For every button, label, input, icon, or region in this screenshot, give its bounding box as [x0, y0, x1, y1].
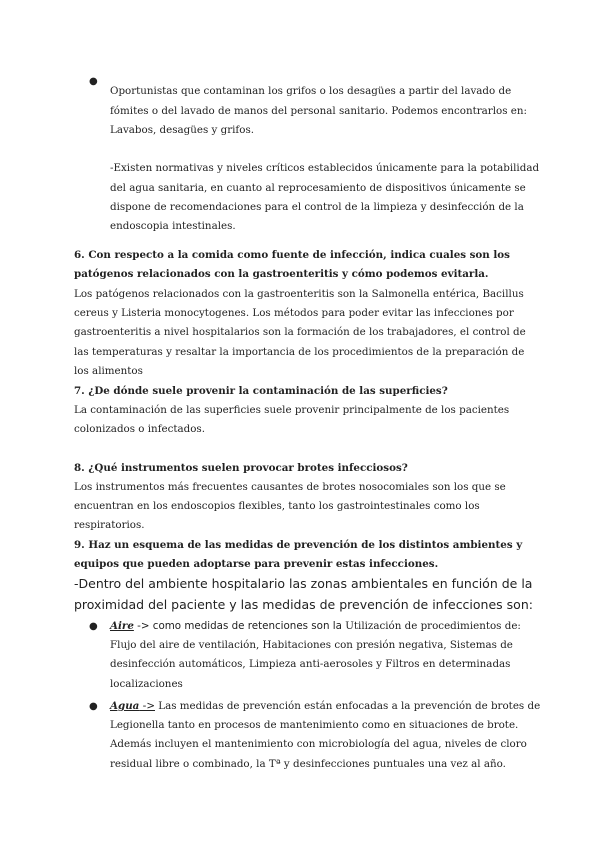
- bullet-dot: ●: [89, 621, 98, 632]
- item-rest-first: Las medidas de prevención están enfocadas a la prevención de brotes de: [154, 700, 541, 712]
- item-term: Agua: [110, 700, 140, 712]
- item-rest: Flujo del aire de ventilación, Habitaciones con presión negativa, Sistemas de desinfección automáticos, Limpieza anti-aerosoles y Filtros en determinadas localizaciones: [110, 639, 513, 690]
- question-8: 8. ¿Qué instrumentos suelen provocar brotes infecciosos?: [74, 462, 408, 474]
- answer-7: La contaminación de las superficies suele provenir principalmente de los pacientes colonizados o infectados.: [74, 404, 510, 436]
- list-item-aire: [110, 617, 550, 694]
- answer-6: Los patógenos relacionados con la gastroenteritis son la Salmonella entérica, Bacillus cereus y Listeria monocytogenes. Los métodos para poder evitar las infecciones por gastroenteritis a nivel hospitalarios son la formación de los trabajadores, el control de las temperaturas y resaltar la importancia de los procedimientos de la preparación de los alimentos: [74, 288, 526, 377]
- list-item-agua: [110, 697, 550, 774]
- item-arrow: ->: [139, 700, 155, 712]
- bullet-dot: ●: [89, 76, 98, 87]
- item-rest-first: Utilización de procedimientos de:: [341, 620, 521, 632]
- bullet-intro-text: Oportunistas que contaminan los grifos o los desagües a partir del lavado de fómites o del lavado de manos del personal sanitario. Podemos encontrarlos en: Lavabos, desagües y grifos.: [110, 85, 527, 136]
- question-7: 7. ¿De dónde suele provenir la contaminación de las superficies?: [74, 385, 448, 397]
- item-term: Aire: [110, 620, 134, 632]
- item-arrow: -> como medidas de retenciones son la: [133, 620, 342, 632]
- question-6: 6. Con respecto a la comida como fuente de infección, indica cuales son los patógenos relacionados con la gastroenteritis y cómo podemos evitarla.: [74, 249, 510, 281]
- q9-intro: -Dentro del ambiente hospitalario las zonas ambientales en función de la proximidad del paciente y las medidas de prevención de infecciones son:: [74, 576, 533, 612]
- answer-8: Los instrumentos más frecuentes causantes de brotes nosocomiales son los que se encuentran en los endoscopios flexibles, tanto los gastrointestinales como los respiratorios.: [74, 481, 506, 532]
- bullet-dot: ●: [89, 701, 98, 712]
- note-text: -Existen normativas y niveles críticos establecidos únicamente para la potabilidad del agua sanitaria, en cuanto al reprocesamiento de dispositivos únicamente se dispone de recomendaciones para el control de la limpieza y desinfección de la endoscopia intestinales.: [110, 162, 540, 232]
- item-rest: Legionella tanto en procesos de mantenimiento como en situaciones de brote. Además incluyen el mantenimiento con microbiología del agua, niveles de cloro residual libre o combinado, la Tª y desinfecciones puntuales una vez al año.: [110, 719, 527, 770]
- question-9: 9. Haz un esquema de las medidas de prevención de los distintos ambientes y equipos que pueden adoptarse para prevenir estas infecciones.: [74, 539, 523, 571]
